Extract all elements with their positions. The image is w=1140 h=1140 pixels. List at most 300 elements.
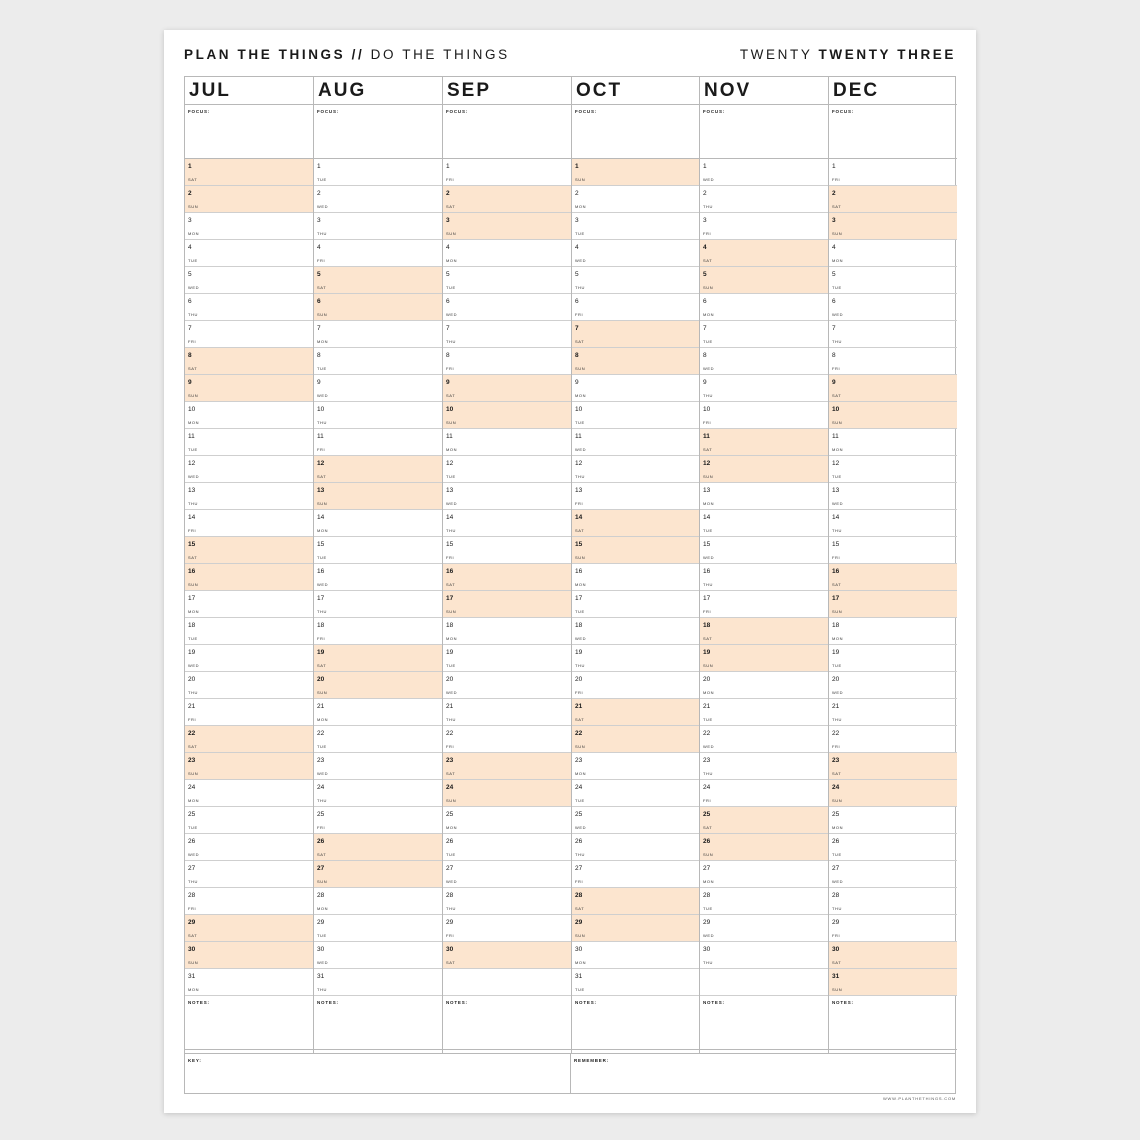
day-cell[interactable] bbox=[829, 429, 957, 456]
day-cell[interactable] bbox=[829, 564, 957, 591]
day-cell[interactable] bbox=[572, 213, 699, 240]
day-cell[interactable] bbox=[700, 591, 828, 618]
day-cell[interactable] bbox=[443, 753, 571, 780]
day-cell[interactable] bbox=[314, 429, 442, 456]
day-number: 14 bbox=[575, 514, 583, 521]
day-cell[interactable] bbox=[829, 753, 957, 780]
day-cell[interactable] bbox=[185, 645, 313, 672]
day-number: 11 bbox=[832, 433, 839, 440]
weekday-label: WED bbox=[832, 690, 844, 695]
day-cell[interactable] bbox=[314, 699, 442, 726]
day-cell[interactable] bbox=[700, 942, 828, 969]
day-cell[interactable] bbox=[443, 483, 571, 510]
day-cell[interactable] bbox=[314, 942, 442, 969]
day-cell[interactable] bbox=[185, 699, 313, 726]
day-number: 23 bbox=[446, 757, 454, 764]
focus-box[interactable] bbox=[829, 105, 957, 159]
day-cell[interactable] bbox=[314, 321, 442, 348]
day-cell[interactable] bbox=[443, 267, 571, 294]
day-number: 17 bbox=[446, 595, 454, 602]
day-cell[interactable] bbox=[700, 780, 828, 807]
day-cell[interactable] bbox=[185, 780, 313, 807]
day-cell[interactable] bbox=[443, 186, 571, 213]
day-number: 4 bbox=[832, 244, 836, 251]
weekday-label: SAT bbox=[703, 447, 713, 452]
focus-box[interactable] bbox=[443, 105, 571, 159]
weekday-label: THU bbox=[832, 906, 843, 911]
day-cell[interactable] bbox=[572, 186, 699, 213]
day-cell[interactable] bbox=[829, 888, 957, 915]
day-cell[interactable] bbox=[700, 861, 828, 888]
day-number: 4 bbox=[575, 244, 579, 251]
day-cell[interactable] bbox=[829, 834, 957, 861]
day-cell[interactable] bbox=[185, 969, 313, 996]
day-cell[interactable] bbox=[185, 402, 313, 429]
weekday-label: FRI bbox=[317, 825, 326, 830]
weekday-label: WED bbox=[317, 204, 329, 209]
day-cell[interactable] bbox=[700, 159, 828, 186]
day-cell[interactable] bbox=[700, 294, 828, 321]
notes-box[interactable] bbox=[443, 996, 571, 1050]
day-cell[interactable] bbox=[829, 915, 957, 942]
day-cell[interactable] bbox=[700, 672, 828, 699]
day-number: 10 bbox=[317, 406, 325, 413]
day-cell[interactable] bbox=[700, 834, 828, 861]
day-cell[interactable] bbox=[185, 429, 313, 456]
day-cell[interactable] bbox=[829, 942, 957, 969]
day-cell[interactable] bbox=[700, 429, 828, 456]
weekday-label: MON bbox=[832, 447, 844, 452]
day-cell[interactable] bbox=[314, 780, 442, 807]
day-cell[interactable] bbox=[314, 888, 442, 915]
day-cell[interactable] bbox=[185, 861, 313, 888]
day-cell[interactable] bbox=[700, 267, 828, 294]
day-cell[interactable] bbox=[443, 402, 571, 429]
day-number: 12 bbox=[188, 460, 196, 467]
day-number: 30 bbox=[188, 946, 196, 953]
day-cell[interactable] bbox=[829, 456, 957, 483]
day-cell[interactable] bbox=[443, 888, 571, 915]
day-number: 6 bbox=[446, 298, 450, 305]
day-cell[interactable] bbox=[443, 780, 571, 807]
day-cell[interactable] bbox=[314, 969, 442, 996]
weekday-label: TUE bbox=[446, 474, 456, 479]
weekday-label: THU bbox=[188, 879, 199, 884]
day-cell[interactable] bbox=[700, 510, 828, 537]
day-cell[interactable] bbox=[829, 780, 957, 807]
day-number: 23 bbox=[703, 757, 711, 764]
weekday-label: SAT bbox=[832, 771, 842, 776]
day-cell[interactable] bbox=[829, 267, 957, 294]
day-cell[interactable] bbox=[572, 321, 699, 348]
weekday-label: TUE bbox=[832, 663, 842, 668]
weekday-label: TUE bbox=[703, 339, 713, 344]
weekday-label: TUE bbox=[832, 285, 842, 290]
month-column-aug bbox=[314, 77, 443, 1053]
day-number: 22 bbox=[317, 730, 325, 737]
day-cell[interactable] bbox=[314, 375, 442, 402]
weekday-label: MON bbox=[703, 312, 715, 317]
weekday-label: SUN bbox=[703, 474, 714, 479]
day-cell[interactable] bbox=[829, 483, 957, 510]
day-cell[interactable] bbox=[443, 564, 571, 591]
day-number: 24 bbox=[703, 784, 711, 791]
day-cell[interactable] bbox=[700, 564, 828, 591]
focus-box[interactable] bbox=[185, 105, 313, 159]
day-cell[interactable] bbox=[443, 726, 571, 753]
day-cell[interactable] bbox=[185, 483, 313, 510]
day-number: 26 bbox=[703, 838, 711, 845]
day-number: 30 bbox=[703, 946, 711, 953]
weekday-label: THU bbox=[832, 528, 843, 533]
day-cell[interactable] bbox=[829, 699, 957, 726]
day-cell[interactable] bbox=[572, 537, 699, 564]
day-cell[interactable] bbox=[443, 321, 571, 348]
day-cell[interactable] bbox=[314, 483, 442, 510]
day-cell[interactable] bbox=[314, 294, 442, 321]
day-cell[interactable] bbox=[185, 294, 313, 321]
weekday-label: SAT bbox=[446, 393, 456, 398]
day-cell[interactable] bbox=[829, 861, 957, 888]
day-cell[interactable] bbox=[314, 861, 442, 888]
day-cell[interactable] bbox=[572, 753, 699, 780]
notes-box[interactable] bbox=[829, 996, 957, 1050]
day-cell[interactable] bbox=[829, 321, 957, 348]
day-cell[interactable] bbox=[829, 240, 957, 267]
day-cell[interactable] bbox=[572, 780, 699, 807]
day-cell[interactable] bbox=[829, 510, 957, 537]
day-cell[interactable] bbox=[829, 807, 957, 834]
weekday-label: THU bbox=[188, 690, 199, 695]
day-cell[interactable] bbox=[443, 456, 571, 483]
day-number: 17 bbox=[188, 595, 196, 602]
weekday-label: MON bbox=[703, 501, 715, 506]
day-cell[interactable] bbox=[700, 807, 828, 834]
day-cell[interactable] bbox=[314, 753, 442, 780]
day-cell[interactable] bbox=[185, 240, 313, 267]
day-number: 24 bbox=[575, 784, 583, 791]
day-cell[interactable] bbox=[700, 888, 828, 915]
focus-box[interactable] bbox=[700, 105, 828, 159]
day-cell[interactable] bbox=[185, 267, 313, 294]
day-number: 14 bbox=[188, 514, 196, 521]
day-number: 20 bbox=[703, 676, 711, 683]
weekday-label: WED bbox=[317, 582, 329, 587]
notes-label: NOTES: bbox=[446, 1000, 468, 1005]
day-cell[interactable] bbox=[314, 564, 442, 591]
day-cell[interactable] bbox=[572, 456, 699, 483]
day-cell[interactable] bbox=[829, 591, 957, 618]
day-cell[interactable] bbox=[700, 240, 828, 267]
weekday-label: SAT bbox=[317, 852, 327, 857]
day-cell[interactable] bbox=[443, 672, 571, 699]
day-cell[interactable] bbox=[443, 834, 571, 861]
day-cell[interactable] bbox=[829, 402, 957, 429]
day-cell[interactable] bbox=[572, 294, 699, 321]
day-cell[interactable] bbox=[829, 618, 957, 645]
day-cell[interactable] bbox=[185, 213, 313, 240]
day-cell[interactable] bbox=[443, 294, 571, 321]
day-cell[interactable] bbox=[443, 942, 571, 969]
day-cell[interactable] bbox=[700, 483, 828, 510]
day-cell[interactable] bbox=[314, 537, 442, 564]
day-number: 29 bbox=[575, 919, 583, 926]
focus-box[interactable] bbox=[572, 105, 699, 159]
day-cell[interactable] bbox=[443, 861, 571, 888]
day-cell[interactable] bbox=[185, 672, 313, 699]
weekday-label: THU bbox=[188, 501, 199, 506]
day-number: 9 bbox=[703, 379, 707, 386]
day-cell[interactable] bbox=[314, 240, 442, 267]
weekday-label: SUN bbox=[703, 285, 714, 290]
day-cell[interactable] bbox=[700, 213, 828, 240]
day-number: 19 bbox=[703, 649, 711, 656]
day-cell[interactable] bbox=[185, 348, 313, 375]
notes-box[interactable] bbox=[700, 996, 828, 1050]
day-cell[interactable] bbox=[700, 321, 828, 348]
day-cell[interactable] bbox=[443, 240, 571, 267]
day-cell[interactable] bbox=[700, 618, 828, 645]
day-cell[interactable] bbox=[829, 375, 957, 402]
day-cell[interactable] bbox=[572, 348, 699, 375]
weekday-label: WED bbox=[703, 744, 715, 749]
day-number: 2 bbox=[832, 190, 836, 197]
day-cell[interactable] bbox=[572, 375, 699, 402]
day-cell[interactable] bbox=[700, 753, 828, 780]
day-cell[interactable] bbox=[314, 591, 442, 618]
day-cell[interactable] bbox=[443, 348, 571, 375]
day-cell[interactable] bbox=[572, 699, 699, 726]
day-cell[interactable] bbox=[700, 726, 828, 753]
weekday-label: FRI bbox=[317, 258, 326, 263]
day-cell[interactable] bbox=[829, 159, 957, 186]
day-cell[interactable] bbox=[572, 672, 699, 699]
day-cell[interactable] bbox=[314, 186, 442, 213]
day-cell[interactable] bbox=[443, 591, 571, 618]
day-number: 18 bbox=[575, 622, 583, 629]
day-cell[interactable] bbox=[443, 807, 571, 834]
month-column-dec bbox=[829, 77, 957, 1053]
weekday-label: WED bbox=[832, 879, 844, 884]
day-cell[interactable] bbox=[314, 807, 442, 834]
day-cell[interactable] bbox=[572, 888, 699, 915]
day-cell[interactable] bbox=[185, 591, 313, 618]
year-light: TWENTY bbox=[739, 47, 813, 62]
day-number: 17 bbox=[575, 595, 583, 602]
day-cell[interactable] bbox=[829, 645, 957, 672]
day-cell[interactable] bbox=[314, 348, 442, 375]
day-cell[interactable] bbox=[572, 267, 699, 294]
day-cell[interactable] bbox=[829, 186, 957, 213]
weekday-label: SUN bbox=[317, 690, 328, 695]
notes-label: NOTES: bbox=[317, 1000, 339, 1005]
day-cell[interactable] bbox=[700, 645, 828, 672]
day-number: 30 bbox=[446, 946, 454, 953]
day-cell[interactable] bbox=[185, 564, 313, 591]
day-number: 3 bbox=[703, 217, 707, 224]
weekday-label: SAT bbox=[703, 258, 713, 263]
notes-box[interactable] bbox=[572, 996, 699, 1050]
day-cell[interactable] bbox=[829, 672, 957, 699]
day-cell[interactable] bbox=[700, 186, 828, 213]
day-cell[interactable] bbox=[443, 213, 571, 240]
day-cell[interactable] bbox=[185, 753, 313, 780]
day-cell[interactable] bbox=[443, 510, 571, 537]
day-cell[interactable] bbox=[572, 402, 699, 429]
day-number: 25 bbox=[317, 811, 325, 818]
day-cell[interactable] bbox=[829, 294, 957, 321]
day-cell[interactable] bbox=[185, 942, 313, 969]
weekday-label: TUE bbox=[188, 258, 198, 263]
day-cell[interactable] bbox=[185, 834, 313, 861]
day-cell[interactable] bbox=[185, 537, 313, 564]
day-number: 3 bbox=[188, 217, 192, 224]
day-cell[interactable] bbox=[185, 456, 313, 483]
weekday-label: TUE bbox=[446, 285, 456, 290]
day-cell[interactable] bbox=[443, 699, 571, 726]
day-cell[interactable] bbox=[443, 618, 571, 645]
focus-box[interactable] bbox=[314, 105, 442, 159]
day-number: 6 bbox=[832, 298, 836, 305]
day-cell[interactable] bbox=[572, 240, 699, 267]
day-cell[interactable] bbox=[572, 969, 699, 996]
day-cell[interactable] bbox=[700, 348, 828, 375]
focus-label: FOCUS: bbox=[575, 109, 598, 114]
weekday-label: MON bbox=[446, 636, 458, 641]
day-cell[interactable] bbox=[700, 375, 828, 402]
day-cell[interactable] bbox=[185, 888, 313, 915]
day-cell[interactable] bbox=[314, 213, 442, 240]
day-number: 29 bbox=[832, 919, 840, 926]
weekday-label: MON bbox=[188, 987, 200, 992]
day-cell[interactable] bbox=[700, 402, 828, 429]
day-cell[interactable] bbox=[443, 375, 571, 402]
weekday-label: FRI bbox=[188, 906, 197, 911]
footer-row bbox=[185, 1053, 955, 1094]
day-number: 9 bbox=[188, 379, 192, 386]
day-number: 18 bbox=[703, 622, 711, 629]
notes-box[interactable] bbox=[314, 996, 442, 1050]
weekday-label: FRI bbox=[446, 933, 455, 938]
day-cell[interactable] bbox=[185, 915, 313, 942]
day-cell[interactable] bbox=[572, 645, 699, 672]
day-cell[interactable] bbox=[572, 726, 699, 753]
day-number: 19 bbox=[317, 649, 325, 656]
day-cell[interactable] bbox=[700, 699, 828, 726]
day-cell[interactable] bbox=[314, 456, 442, 483]
day-cell[interactable] bbox=[314, 645, 442, 672]
day-number: 12 bbox=[832, 460, 840, 467]
day-cell[interactable] bbox=[443, 159, 571, 186]
day-cell[interactable] bbox=[829, 537, 957, 564]
weekday-label: SUN bbox=[317, 501, 328, 506]
month-column-jul bbox=[185, 77, 314, 1053]
day-cell[interactable] bbox=[572, 618, 699, 645]
day-cell[interactable] bbox=[700, 915, 828, 942]
day-cell[interactable] bbox=[572, 942, 699, 969]
day-cell[interactable] bbox=[572, 861, 699, 888]
day-cell[interactable] bbox=[185, 510, 313, 537]
day-cell[interactable] bbox=[572, 429, 699, 456]
day-cell[interactable] bbox=[185, 726, 313, 753]
weekday-label: SUN bbox=[446, 231, 457, 236]
weekday-label: SAT bbox=[188, 177, 198, 182]
day-cell[interactable] bbox=[185, 375, 313, 402]
day-number: 10 bbox=[575, 406, 583, 413]
day-number: 2 bbox=[317, 190, 321, 197]
day-number: 23 bbox=[575, 757, 583, 764]
day-cell[interactable] bbox=[572, 834, 699, 861]
day-cell[interactable] bbox=[443, 537, 571, 564]
day-number: 23 bbox=[188, 757, 196, 764]
day-cell[interactable] bbox=[185, 618, 313, 645]
weekday-label: FRI bbox=[832, 933, 841, 938]
day-cell[interactable] bbox=[185, 321, 313, 348]
day-cell[interactable] bbox=[700, 456, 828, 483]
day-cell[interactable] bbox=[572, 510, 699, 537]
day-cell[interactable] bbox=[572, 591, 699, 618]
weekday-label: MON bbox=[832, 258, 844, 263]
day-cell[interactable] bbox=[572, 159, 699, 186]
day-cell[interactable] bbox=[829, 969, 957, 996]
day-cell[interactable] bbox=[572, 807, 699, 834]
remember-label: REMEMBER: bbox=[574, 1058, 609, 1063]
weekday-label: THU bbox=[317, 609, 328, 614]
day-cell[interactable] bbox=[829, 213, 957, 240]
weekday-label: MON bbox=[317, 339, 329, 344]
day-cell[interactable] bbox=[314, 672, 442, 699]
day-cell[interactable] bbox=[443, 429, 571, 456]
day-cell[interactable] bbox=[572, 483, 699, 510]
day-number: 5 bbox=[703, 271, 707, 278]
day-cell[interactable] bbox=[314, 159, 442, 186]
weekday-label: SUN bbox=[575, 933, 586, 938]
weekday-label: SAT bbox=[446, 960, 456, 965]
weekday-label: TUE bbox=[317, 744, 327, 749]
weekday-label: SUN bbox=[575, 366, 586, 371]
day-cell[interactable] bbox=[700, 537, 828, 564]
day-number: 11 bbox=[575, 433, 582, 440]
weekday-label: MON bbox=[317, 906, 329, 911]
focus-label: FOCUS: bbox=[317, 109, 340, 114]
weekday-label: SAT bbox=[188, 366, 198, 371]
month-header: DEC bbox=[829, 77, 957, 105]
day-cell[interactable] bbox=[185, 807, 313, 834]
month-column-oct bbox=[572, 77, 700, 1053]
day-cell[interactable] bbox=[314, 726, 442, 753]
weekday-label: MON bbox=[188, 609, 200, 614]
day-cell[interactable] bbox=[314, 834, 442, 861]
day-cell[interactable] bbox=[829, 348, 957, 375]
day-cell[interactable] bbox=[572, 915, 699, 942]
day-cell[interactable] bbox=[185, 159, 313, 186]
day-cell[interactable] bbox=[314, 402, 442, 429]
day-cell[interactable] bbox=[314, 267, 442, 294]
notes-box[interactable] bbox=[185, 996, 313, 1050]
day-number: 29 bbox=[188, 919, 196, 926]
day-cell[interactable] bbox=[443, 645, 571, 672]
day-cell[interactable] bbox=[314, 618, 442, 645]
day-cell[interactable] bbox=[314, 510, 442, 537]
day-number: 22 bbox=[188, 730, 196, 737]
day-cell[interactable] bbox=[572, 564, 699, 591]
day-cell[interactable] bbox=[185, 186, 313, 213]
day-number: 7 bbox=[832, 325, 836, 332]
day-cell[interactable] bbox=[829, 726, 957, 753]
day-number: 15 bbox=[446, 541, 454, 548]
day-cell[interactable] bbox=[314, 915, 442, 942]
day-cell[interactable] bbox=[443, 915, 571, 942]
